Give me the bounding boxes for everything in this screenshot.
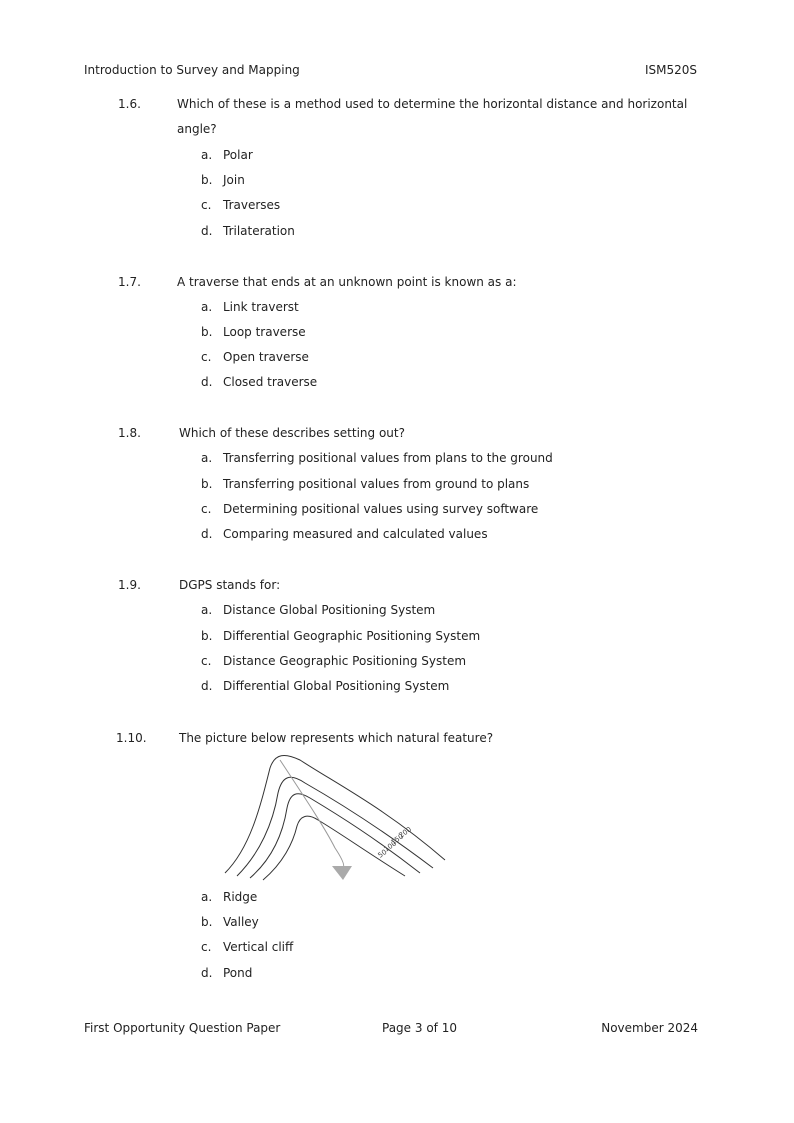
option-text: Trilateration (223, 224, 295, 238)
option-text: Differential Geographic Positioning System (223, 629, 481, 643)
option-letter: b. (201, 915, 213, 929)
option-c (201, 940, 293, 954)
question-text: Which of these describes setting out? (179, 426, 405, 440)
question-number: 1.9. (118, 578, 141, 592)
option-text: Vertical cliff (223, 940, 294, 954)
question-text: A traverse that ends at an unknown point is known as a: (177, 275, 517, 289)
option-letter: d. (201, 375, 213, 389)
question-number: 1.6. (118, 97, 141, 111)
question-text: The picture below represents which natural feature? (179, 731, 494, 745)
option-text: Ridge (223, 890, 258, 904)
option-c (201, 654, 466, 668)
header-code: ISM520S (644, 63, 697, 77)
option-c (201, 350, 309, 364)
option-text: Comparing measured and calculated values (223, 527, 488, 541)
option-b (201, 173, 245, 187)
option-text: Closed traverse (223, 375, 318, 389)
option-text: Pond (223, 966, 253, 980)
option-b (201, 325, 306, 339)
option-text: Transferring positional values from ground to plans (223, 477, 530, 491)
footer-left: First Opportunity Question Paper (84, 1021, 281, 1035)
question-text-cont: angle? (177, 122, 217, 136)
option-a (201, 603, 435, 617)
option-b (201, 915, 259, 929)
option-letter: b. (201, 325, 213, 339)
option-a (201, 300, 299, 314)
option-text: Open traverse (223, 350, 309, 364)
option-letter: c. (201, 502, 212, 516)
option-letter: b. (201, 477, 213, 491)
option-a (201, 148, 253, 162)
option-letter: a. (201, 603, 213, 617)
option-text: Transferring positional values from plans to the ground (223, 451, 553, 465)
flow-arrow (280, 760, 344, 868)
option-text: Link traverst (223, 300, 299, 314)
option-text: Valley (223, 915, 259, 929)
option-text: Polar (223, 148, 253, 162)
question-text: Which of these is a method used to determine the horizontal distance and horizontal (177, 97, 688, 111)
option-letter: a. (201, 890, 213, 904)
option-text: Traverses (223, 198, 281, 212)
contour-ridge-figure (215, 748, 455, 883)
option-text: Distance Global Positioning System (223, 603, 436, 617)
option-letter: a. (201, 148, 213, 162)
option-letter: d. (201, 527, 213, 541)
option-text: Determining positional values using survey software (223, 502, 539, 516)
option-letter: d. (201, 966, 213, 980)
arrowhead-icon (332, 866, 352, 880)
contour-line-200 (225, 755, 445, 873)
option-letter: b. (201, 173, 213, 187)
footer-date: November 2024 (601, 1021, 698, 1035)
option-letter: c. (201, 350, 212, 364)
option-c (201, 502, 538, 516)
question-number: 1.10. (116, 731, 147, 745)
option-d (201, 527, 488, 541)
option-text: Loop traverse (223, 325, 306, 339)
question-number: 1.7. (118, 275, 141, 289)
option-letter: c. (201, 940, 212, 954)
contour-label: 100 (382, 839, 399, 854)
option-a (201, 890, 257, 904)
option-b (201, 477, 529, 491)
question-number: 1.8. (118, 426, 141, 440)
contour-label: 150 (389, 832, 406, 847)
option-d (201, 375, 317, 389)
option-c (201, 198, 280, 212)
option-letter: d. (201, 224, 213, 238)
option-d (201, 679, 449, 693)
question-text: DGPS stands for: (179, 578, 281, 592)
option-letter: a. (201, 451, 213, 465)
footer-page-number: Page 3 of 10 (382, 1021, 457, 1035)
option-a (201, 451, 553, 465)
option-letter: a. (201, 300, 213, 314)
option-letter: b. (201, 629, 213, 643)
option-letter: d. (201, 679, 213, 693)
option-letter: c. (201, 198, 212, 212)
option-d (201, 966, 252, 980)
header-course: Introduction to Survey and Mapping (84, 63, 300, 77)
contour-label: 50 (376, 847, 389, 860)
option-text: Join (223, 173, 245, 187)
option-letter: c. (201, 654, 212, 668)
option-text: Distance Geographic Positioning System (223, 654, 467, 668)
contour-label: 200 (397, 825, 414, 840)
option-text: Differential Global Positioning System (223, 679, 450, 693)
option-b (201, 629, 480, 643)
option-d (201, 224, 295, 238)
